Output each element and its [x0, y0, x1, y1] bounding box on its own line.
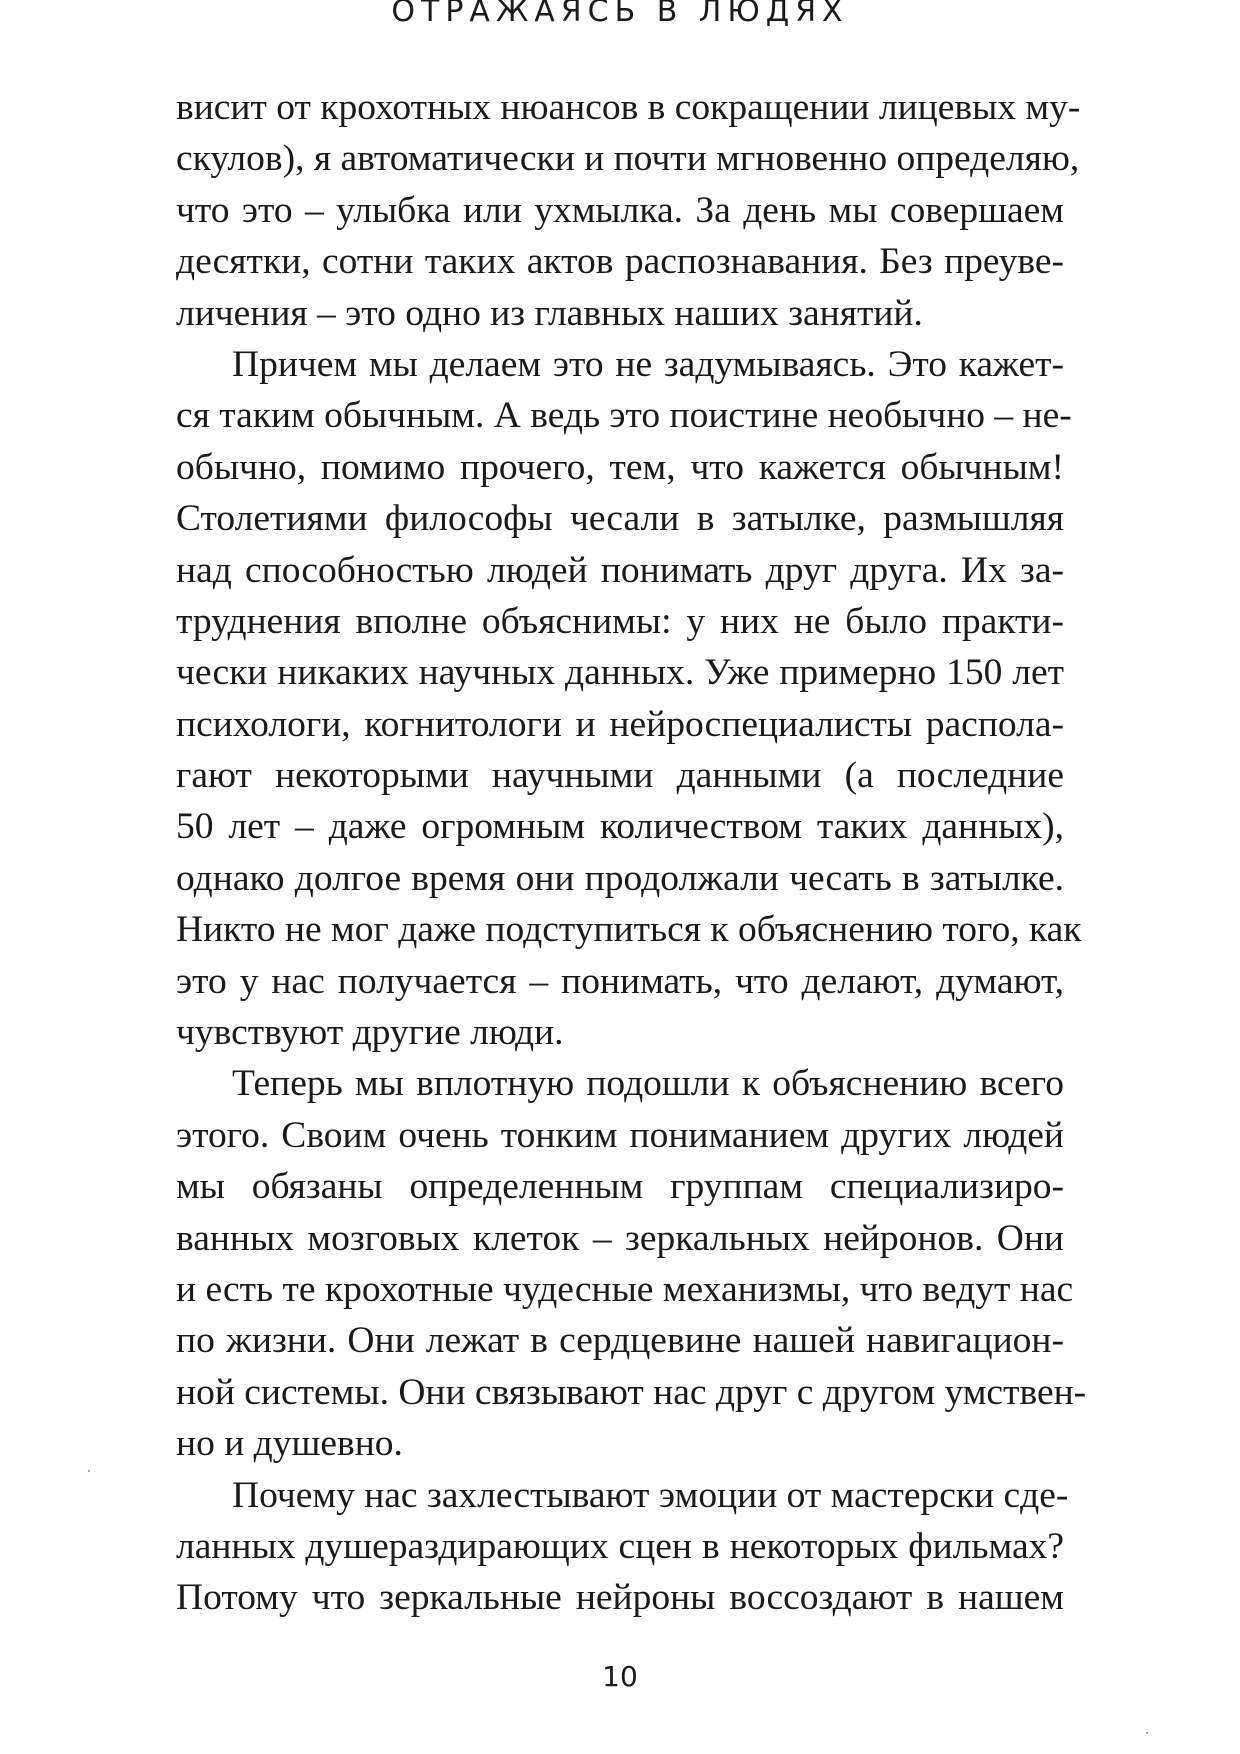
- text-line: Теперь мы вплотную подошли к объяснению всего: [232, 1063, 1064, 1105]
- text-line: ной системы. Они связывают нас друг с другом умствен-: [176, 1371, 1087, 1413]
- text-line: по жизни. Они лежат в сердцевине нашей навигацион-: [176, 1320, 1064, 1362]
- text-line: мы обязаны определенным группам специализиро-: [176, 1166, 1064, 1208]
- text-line: Столетиями философы чесали в затылке, размышляя: [176, 498, 1064, 540]
- text-line: Почему нас захлестывают эмоции от мастерски сде-: [232, 1474, 1069, 1516]
- running-head: ОТРАЖАЯСЬ В ЛЮДЯХ: [391, 0, 849, 29]
- body-text: [176, 82, 1087, 1624]
- text-line: чески никаких научных данных. Уже примерно 150 лет: [176, 652, 1064, 694]
- text-line: однако долгое время они продолжали чесать в затылке.: [176, 857, 1064, 899]
- paragraph: [176, 1470, 1069, 1624]
- page-number: 10: [602, 1660, 638, 1693]
- text-line: и есть те крохотные чудесные механизмы, что ведут нас: [176, 1268, 1074, 1310]
- text-line: Потому что зеркальные нейроны воссоздают в нашем: [176, 1577, 1064, 1619]
- scan-speck: [1146, 1732, 1148, 1734]
- text-line: психологи, когнитологи и нейроспециалисты распола-: [176, 703, 1064, 745]
- text-line: обычно, помимо прочего, тем, что кажется обычным!: [176, 446, 1064, 488]
- text-line: ванных мозговых клеток – зеркальных нейронов. Они: [176, 1217, 1064, 1259]
- paragraph: [176, 1058, 1087, 1469]
- text-line: над способностью людей понимать друг друга. Их за-: [176, 549, 1064, 591]
- scan-speck: [88, 1470, 90, 1472]
- text-line: труднения вполне объяснимы: у них не было практи-: [176, 600, 1064, 642]
- text-line: это у нас получается – понимать, что делают, думают,: [176, 960, 1064, 1002]
- paragraph: [176, 339, 1082, 1058]
- text-line: ся таким обычным. А ведь это поистине необычно – не-: [176, 395, 1072, 437]
- text-line: 50 лет – даже огромным количеством таких данных),: [176, 806, 1064, 848]
- text-line: висит от крохотных нюансов в сокращении лицевых му-: [176, 87, 1081, 128]
- paragraph: [176, 82, 1081, 339]
- text-line: что это – улыбка или ухмылка. За день мы совершаем: [176, 189, 1064, 231]
- text-line: Причем мы делаем это не задумываясь. Это кажет-: [232, 343, 1064, 385]
- text-line: скулов), я автоматически и почти мгновенно определяю,: [176, 138, 1080, 180]
- text-line: этого. Своим очень тонким пониманием других людей: [176, 1114, 1064, 1156]
- text-line: ланных душераздирающих сцен в некоторых фильмах?: [176, 1525, 1064, 1567]
- text-line: чувствуют другие люди.: [176, 1012, 564, 1054]
- text-line: личения – это одно из главных наших занятий.: [176, 292, 923, 334]
- text-line: Никто не мог даже подступиться к объяснению того, как: [176, 909, 1082, 951]
- text-line: гают некоторыми научными данными (а последние: [176, 755, 1064, 797]
- text-line: десятки, сотни таких актов распознавания. Без преуве-: [176, 241, 1064, 283]
- text-line: но и душевно.: [176, 1423, 403, 1465]
